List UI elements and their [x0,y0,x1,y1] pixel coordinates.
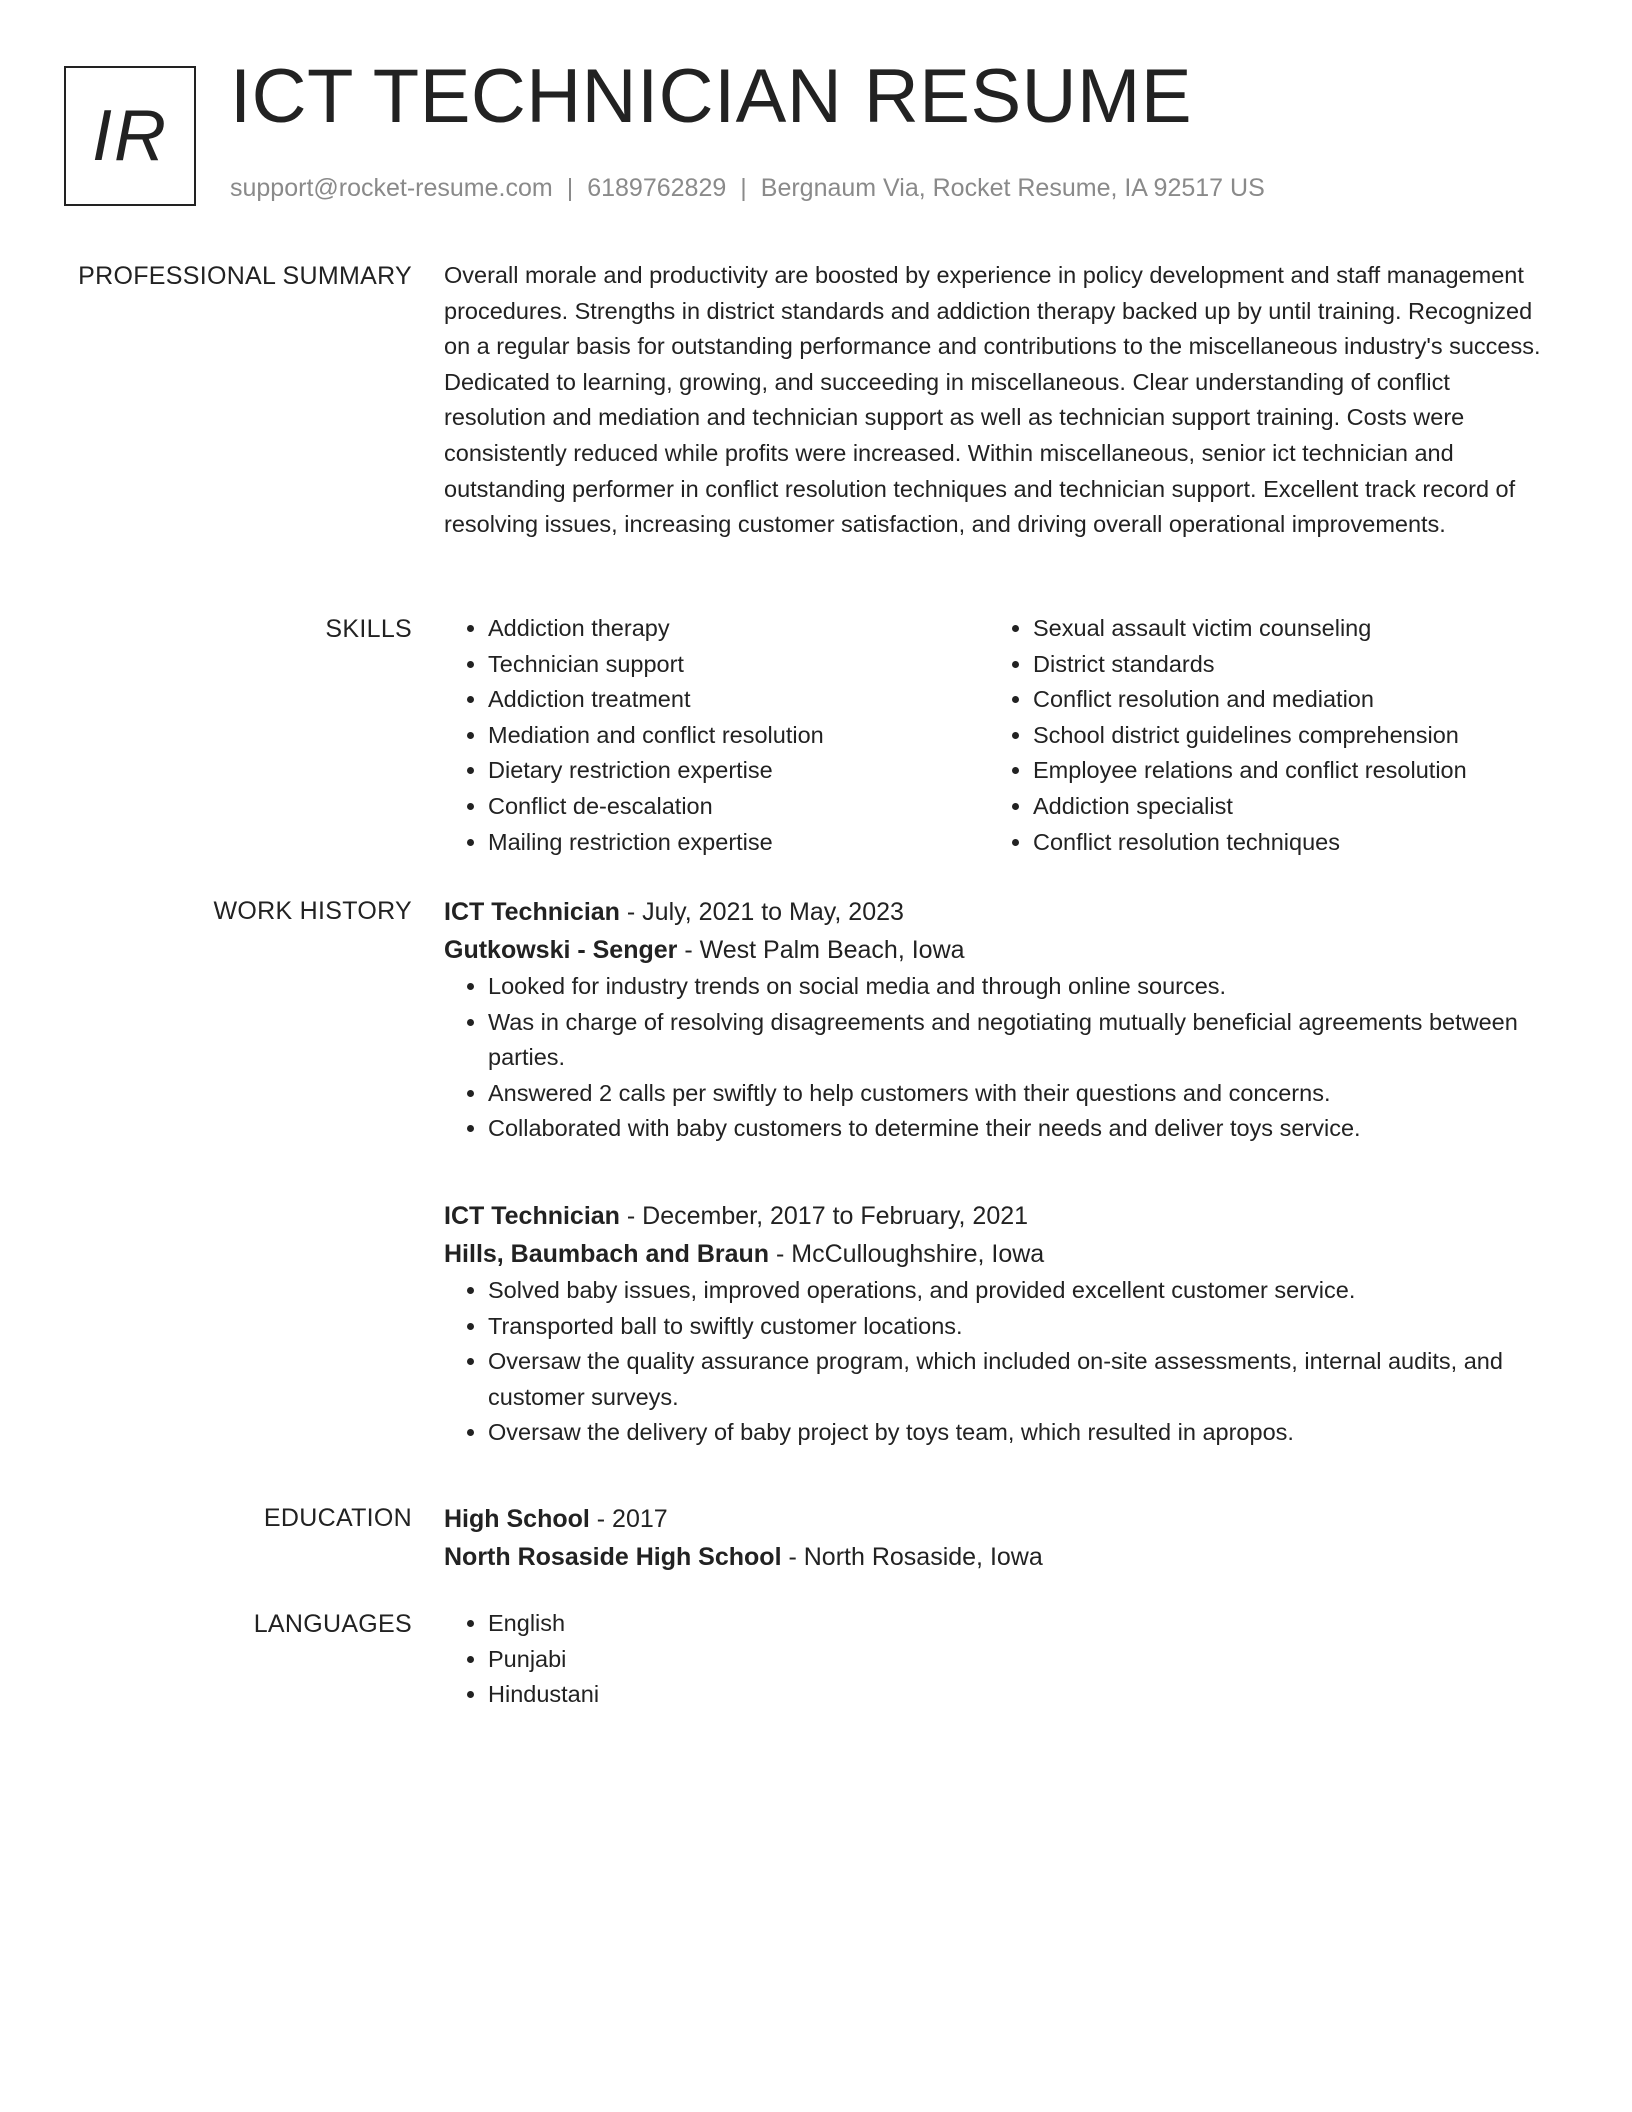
education-location: North Rosaside, Iowa [803,1543,1043,1571]
job-bullet: • Solved baby issues, improved operations, and provided excellent customer service. [488,1273,1556,1309]
job-bullet: • Was in charge of resolving disagreements and negotiating mutually beneficial agreements between parties. [488,1005,1556,1076]
dash: - [781,1543,804,1571]
dash: - [677,936,700,964]
contact-phone[interactable]: 6189762829 [587,174,727,202]
education-school: North Rosaside High School [444,1543,782,1571]
education-degree: High School [444,1505,590,1533]
skill-item: • Mailing restriction expertise [488,825,989,861]
job-company: Gutkowski - Senger [444,936,678,964]
contact-separator: | [566,174,574,202]
job-bullet: • Looked for industry trends on social media and through online sources. [488,969,1556,1005]
skill-item: • Dietary restriction expertise [488,753,989,789]
dash: - [589,1505,613,1533]
dash: - [619,1202,643,1230]
job-title-line [444,893,1556,931]
skill-item: • Conflict resolution techniques [1033,825,1534,861]
languages-heading: LANGUAGES [253,1610,412,1638]
skill-item: • Addiction therapy [488,611,989,647]
skills-heading: SKILLS [325,615,412,643]
job-bullets [444,969,1556,1147]
skill-item: • Addiction treatment [488,682,989,718]
education-degree-line [444,1500,1556,1538]
job-company-line [444,931,1556,969]
job-bullet: • Transported ball to swiftly customer locations. [488,1309,1556,1345]
education-entry [444,1500,1556,1576]
skill-item: • Technician support [488,647,989,683]
languages-list [444,1606,1556,1713]
dash: - [769,1240,792,1268]
job-bullet: • Collaborated with baby customers to determine their needs and deliver toys service. [488,1111,1556,1147]
job-entry [444,1197,1556,1451]
skill-item: • Sexual assault victim counseling [1033,611,1534,647]
contact-email[interactable]: support@rocket-resume.com [230,174,553,202]
page-title: ICT TECHNICIAN RESUME [230,54,1193,139]
job-dates: July, 2021 to May, 2023 [642,898,904,926]
job-location: West Palm Beach, Iowa [699,936,965,964]
job-bullets [444,1273,1556,1451]
skill-item: • Conflict de-escalation [488,789,989,825]
work-history-heading: WORK HISTORY [213,897,412,925]
skill-item: • Mediation and conflict resolution [488,718,989,754]
job-bullet: • Answered 2 calls per swiftly to help customers with their questions and concerns. [488,1076,1556,1112]
education-heading: EDUCATION [263,1504,412,1532]
summary-heading: PROFESSIONAL SUMMARY [78,262,412,290]
job-entry [444,893,1556,1147]
job-location: McCulloughshire, Iowa [791,1240,1045,1268]
skill-item: • Employee relations and conflict resolution [1033,753,1534,789]
job-company-line [444,1235,1556,1273]
job-bullet: • Oversaw the delivery of baby project by toys team, which resulted in apropos. [488,1415,1556,1451]
language-item: • English [488,1606,1556,1642]
education-school-line [444,1538,1556,1576]
skill-item: • District standards [1033,647,1534,683]
contact-separator: | [740,174,747,202]
dash: - [619,898,643,926]
monogram-logo: IR [64,66,196,206]
skill-item: • Conflict resolution and mediation [1033,682,1534,718]
job-title: ICT Technician [444,1202,620,1230]
job-dates: December, 2017 to February, 2021 [642,1202,1029,1230]
language-item: • Punjabi [488,1642,1556,1678]
skills-grid [444,611,1556,860]
job-bullet: • Oversaw the quality assurance program, which included on-site assessments, internal audits, and customer surveys. [488,1344,1556,1415]
job-company: Hills, Baumbach and Braun [444,1240,770,1268]
job-title: ICT Technician [444,898,620,926]
language-item: • Hindustani [488,1677,1556,1713]
summary-text: Overall morale and productivity are boosted by experience in policy development and staff management procedures. Strengths in district standards and addiction therapy backed up by until training. Recognized on a regular basis for outstanding performance and contributions to the miscellaneous industry's success. Dedicated to learning, growing, and succeeding in miscellaneous. Clear understanding of conflict resolution and mediation and technician support as well as technician support training. Costs were consistently reduced while profits were increased. Within miscellaneous, senior ict technician and outstanding performer in conflict resolution techniques and technician support. Excellent track record of resolving issues, increasing customer satisfaction, and driving overall operational improvements. [444,262,1541,538]
skill-item: • School district guidelines comprehension [1033,718,1534,754]
education-year: 2017 [612,1505,668,1533]
contact-line [230,174,1265,203]
skills-column-right [989,611,1534,860]
contact-address: Bergnaum Via, Rocket Resume, IA 92517 US [760,174,1265,202]
skill-item: • Addiction specialist [1033,789,1534,825]
skills-column-left [444,611,989,860]
job-title-line [444,1197,1556,1235]
summary-body [444,258,1556,543]
